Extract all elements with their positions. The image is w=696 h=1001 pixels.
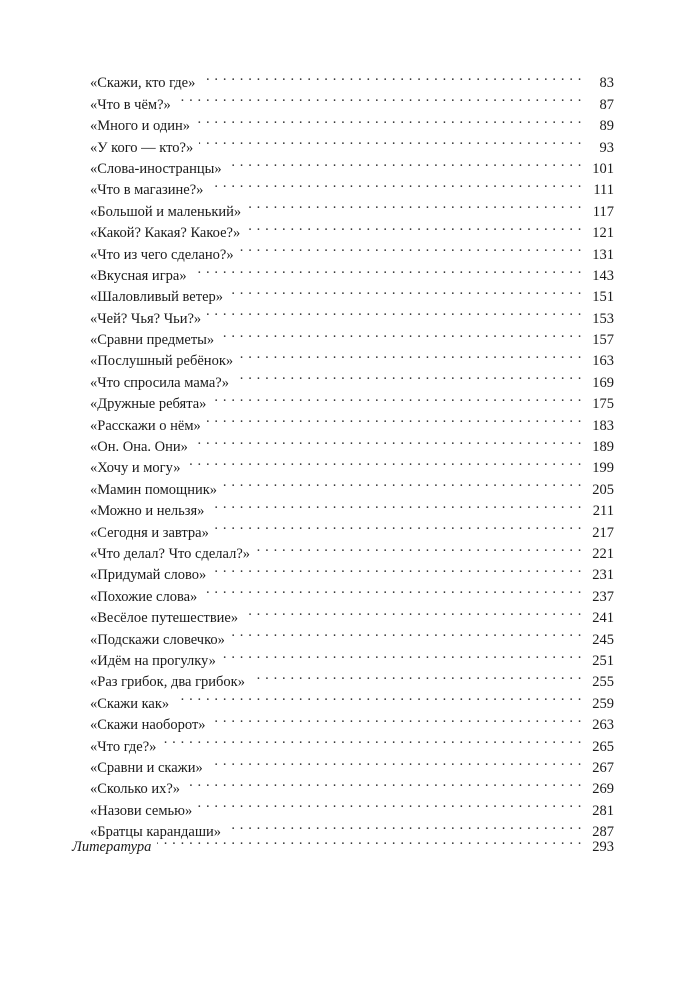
toc-dot-leader [186, 451, 582, 472]
toc-entry-page: 251 [592, 652, 614, 669]
toc-dot-leader [207, 301, 582, 322]
toc-dot-leader [251, 665, 582, 686]
toc-entry-title: «Большой и маленький» [90, 203, 242, 220]
toc-entry-title: «Скажи, кто где» [90, 75, 196, 92]
toc-dot-leader [162, 729, 582, 750]
toc-entry-page: 255 [592, 674, 614, 691]
toc-entry-title: «Идём на прогулку» [90, 652, 216, 669]
toc-entry-title: «Что где?» [90, 738, 157, 755]
toc-entry-title: «Сравни и скажи» [90, 759, 203, 776]
toc-entry-title: «Братцы карандаши» [90, 824, 222, 841]
toc-entry-title: «Шаловливый ветер» [90, 289, 224, 306]
toc-entry-page: 263 [592, 717, 614, 734]
toc-dot-leader [199, 130, 582, 151]
toc-dot-leader [256, 537, 582, 558]
toc-dot-leader [239, 344, 582, 365]
toc-entry-title: «Много и один» [90, 118, 190, 135]
toc-dot-leader [228, 152, 582, 173]
toc-dot-leader [235, 365, 582, 386]
toc-entry-page: 267 [592, 759, 614, 776]
toc-dot-leader [247, 194, 582, 215]
toc-entry-page: 269 [592, 781, 614, 798]
toc-dot-leader [215, 515, 582, 536]
toc-entry-page: 211 [592, 503, 614, 520]
toc-entry-page: 83 [599, 75, 614, 92]
toc-dot-leader [231, 622, 582, 643]
toc-dot-leader [207, 408, 582, 429]
toc-entry-page: 87 [599, 96, 614, 113]
toc-dot-leader [212, 558, 582, 579]
toc-entry[interactable] [90, 66, 614, 92]
toc-entry-page: 89 [599, 118, 614, 135]
toc-entry-page: 293 [592, 839, 614, 856]
toc-entry-page: 245 [592, 631, 614, 648]
toc-entry-page: 281 [592, 802, 614, 819]
toc-dot-leader [220, 323, 582, 344]
toc-entry-title: «Весёлое путешествие» [90, 610, 239, 627]
toc-entry-page: 199 [592, 460, 614, 477]
toc-entry-page: 131 [592, 246, 614, 263]
toc-entry-page: 265 [592, 738, 614, 755]
toc-entry-page: 153 [592, 310, 614, 327]
toc-dot-leader [209, 173, 582, 194]
toc-entry-title: «Сколько их?» [90, 781, 181, 798]
toc-dot-leader [196, 109, 582, 130]
toc-entry-page: 183 [592, 417, 614, 434]
toc-dot-leader [194, 430, 582, 451]
toc-entry-page: 169 [592, 374, 614, 391]
table-of-contents [90, 66, 614, 841]
toc-entry-page: 189 [592, 439, 614, 456]
toc-entry-page: 217 [592, 524, 614, 541]
toc-entry-title: «Чей? Чья? Чьи?» [90, 310, 202, 327]
toc-dot-leader [193, 259, 582, 280]
toc-entry-title: «Слова-иностранцы» [90, 160, 222, 177]
toc-dot-leader [186, 772, 582, 793]
toc-dot-leader [212, 708, 582, 729]
toc-entry-title: «Вкусная игра» [90, 267, 187, 284]
toc-dot-leader [198, 793, 582, 814]
toc-dot-leader [240, 237, 582, 258]
toc-entry-page: 143 [592, 267, 614, 284]
toc-entry-page: 151 [592, 289, 614, 306]
toc-entry-title: «Что в чём?» [90, 96, 171, 113]
toc-entry-page: 175 [592, 396, 614, 413]
toc-entry-title: «Раз грибок, два грибок» [90, 674, 245, 691]
toc-entry-page: 101 [592, 160, 614, 177]
toc-entry-page: 93 [599, 139, 614, 156]
toc-entry-page: 111 [593, 182, 614, 199]
toc-entry[interactable] [90, 729, 614, 755]
toc-entry-title: «Какой? Какая? Какое?» [90, 225, 241, 242]
toc-entry-title: «Придумай слово» [90, 567, 207, 584]
toc-dot-leader [244, 601, 582, 622]
toc-entry-title: «Похожие слова» [90, 588, 198, 605]
toc-dot-leader [209, 751, 582, 772]
toc-dot-leader [223, 472, 582, 493]
toc-dot-leader [229, 280, 582, 301]
toc-entry-page: 117 [592, 203, 614, 220]
toc-entry-title: «Дружные ребята» [90, 396, 207, 413]
toc-dot-leader [203, 579, 582, 600]
toc-dot-leader [210, 494, 582, 515]
toc-entry-title: «Послушный ребёнок» [90, 353, 234, 370]
toc-entry-title: «Можно и нельзя» [90, 503, 205, 520]
toc-entry-title: «Что из чего сделано?» [90, 246, 234, 263]
toc-entry-title: «Что в магазине?» [90, 182, 204, 199]
toc-entry-title: «Он. Она. Они» [90, 439, 188, 456]
toc-entry-page: 259 [592, 695, 614, 712]
toc-dot-leader [177, 87, 582, 108]
toc-entry-title: «Сравни предметы» [90, 332, 215, 349]
toc-entry-title: «Скажи наоборот» [90, 717, 206, 734]
toc-entry-page: 241 [592, 610, 614, 627]
toc-entry-page: 163 [592, 353, 614, 370]
toc-dot-leader [201, 66, 582, 87]
toc-dot-leader [222, 644, 582, 665]
toc-entry-title: «Подскажи словечко» [90, 631, 225, 648]
toc-entry-title: «Мамин помощник» [90, 481, 218, 498]
toc-dot-leader [246, 216, 582, 237]
toc-entry-page: 157 [592, 332, 614, 349]
toc-entry-title: «Скажи как» [90, 695, 170, 712]
toc-dot-leader [212, 387, 582, 408]
toc-entry-page: 121 [592, 225, 614, 242]
toc-dot-leader [157, 830, 582, 851]
toc-entry-title: «У кого — кто?» [90, 139, 194, 156]
toc-entry-title: «Расскажи о нём» [90, 417, 201, 434]
toc-entry-literature[interactable] [72, 830, 614, 856]
toc-entry-page: 237 [592, 588, 614, 605]
toc-entry-page: 231 [592, 567, 614, 584]
toc-entry-title: «Назови семью» [90, 802, 193, 819]
toc-entry-title: «Хочу и могу» [90, 460, 181, 477]
toc-entry-title: «Что делал? Что сделал?» [90, 545, 251, 562]
toc-entry-title: Литература [72, 839, 152, 856]
toc-entry-page: 221 [592, 545, 614, 562]
toc-entry-title: «Что спросила мама?» [90, 374, 229, 391]
toc-entry-title: «Сегодня и завтра» [90, 524, 209, 541]
toc-entry-page: 287 [592, 824, 614, 841]
toc-entry[interactable] [90, 751, 614, 776]
toc-dot-leader [175, 686, 582, 707]
toc-entry-page: 205 [592, 481, 614, 498]
